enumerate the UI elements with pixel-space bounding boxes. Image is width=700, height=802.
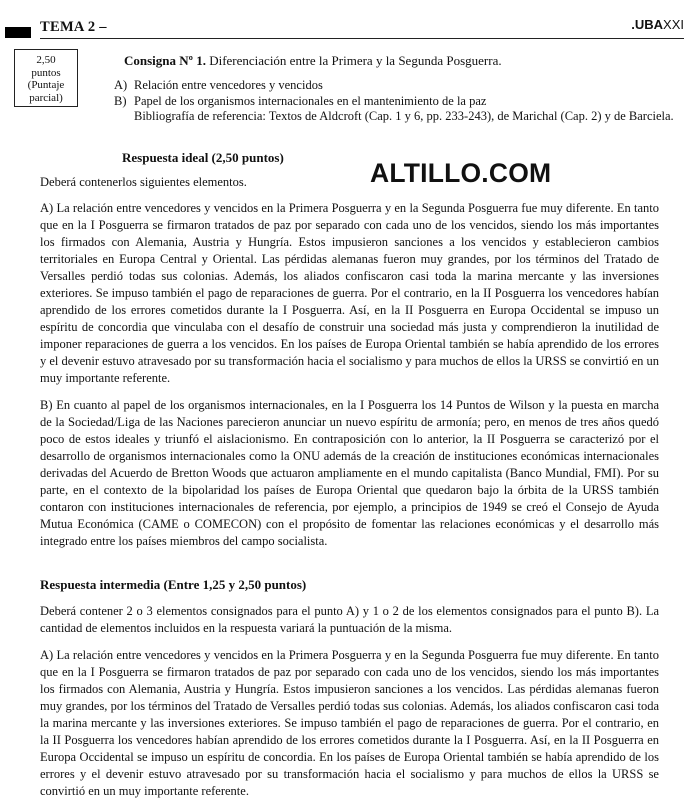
header-rule (40, 38, 684, 39)
consigna-label: Consigna Nº 1. (124, 53, 206, 68)
tema-title: TEMA 2 – (40, 19, 107, 35)
respuesta-intermedia-heading: Respuesta intermedia (Entre 1,25 y 2,50 puntos) (40, 577, 307, 592)
score-note-line2: parcial) (29, 91, 63, 104)
bibliografia-text: Bibliografía de referencia: Textos de Aldcroft (Cap. 1 y 6, pp. 233-243), de Marichal (Cap. 2) y de Barciela. (134, 109, 674, 123)
consigna-item-text: Relación entre vencedores y vencidos (134, 78, 323, 92)
consigna-item (114, 94, 674, 110)
score-value: 2,50 (36, 54, 56, 66)
consigna-items (114, 78, 674, 125)
respuesta-intermedia-paragraph-a: A) La relación entre vencedores y vencidos en la Primera Posguerra y en la Segunda Posguerra fue muy diferente. En tanto que en la I Posguerra se firmaron tratados de paz por separado con cada uno de los vencidos, siendo los más importantes los firmados con Alemania, Austria y Hungría. Estos impusieron sanciones a los vencidos. Las pérdidas alemanas fueron muy grandes, por los términos del Tratado de Versalles perdió todas sus colonias. Además, los aliados confiscaron casi toda la marina mercante y las inversiones exteriores. Se impuso también el pago de reparaciones de guerra. Por el contrario, en la II Posguerra los vencedores habían aprendido de los errores cometidos durante la I Posguerra. Así, en la II Posguerra en Europa Occidental se impuso un espíritu de concordia. En los países de Europa Oriental también se había aprendido de los errores y el devenir estuvo atravesado por su transformación hacia el socialismo y para muchos de ellos la URSS se convirtió en un muy importante referente. (40, 648, 659, 798)
altillo-watermark: ALTILLO.COM (370, 158, 552, 188)
logo-uba-text: .UBA (631, 17, 664, 32)
uba-xxi-logo (631, 17, 684, 32)
header-black-marker (5, 27, 31, 38)
consigna-item-label: A) (114, 78, 128, 92)
consigna-item-label: B) (114, 93, 127, 108)
respuesta-ideal-paragraph-a: A) La relación entre vencedores y vencidos en la Primera Posguerra y en la Segunda Posguerra fue muy diferente. En tanto que en la I Posguerra se firmaron tratados de paz por separado con cada uno de los vencidos, siendo los más importantes los firmados con Alemania, Austria y Hungría. Estos impusieron sanciones a los vencidos y establecieron cambios territoriales en Europa Central y Oriental. Las pérdidas alemanas fueron muy grandes, por los términos del Tratado de Versalles perdió todas sus colonias. Además, los aliados confiscaron casi toda la marina mercante y las inversiones exteriores. Se impuso también el pago de reparaciones de guerra. Por el contrario, en la II Posguerra los vencedores habían aprendido de los errores cometidos durante la I Posguerra. Así, en la II Posguerra en Europa Occidental se impuso un espíritu de concordia que vinculaba con el desafío de construir una sociedad más justa y comprendieron la inutilidad de imponer reparaciones de guerra a los vencidos. En los países de Europa Oriental también se había aprendido de los errores y el devenir estuvo atravesado por su transformación hacia el socialismo y para muchos de ellos la URSS se convirtió en un muy importante referente. (40, 201, 659, 385)
score-box (14, 49, 78, 107)
score-note-line1: (Puntaje (27, 79, 65, 91)
logo-xxi-text: XXI (663, 17, 684, 32)
respuesta-ideal-heading: Respuesta ideal (2,50 puntos) (122, 150, 284, 165)
respuesta-ideal-intro: Deberá contenerlos siguientes elementos. (40, 175, 247, 189)
consigna-text: Diferenciación entre la Primera y la Segunda Posguerra. (205, 53, 502, 68)
consigna-title (124, 53, 502, 69)
respuesta-ideal-paragraph-b: B) En cuanto al papel de los organismos internacionales, en la I Posguerra los 14 Puntos de Wilson y la puesta en marcha de la Sociedad/Liga de las Naciones parecieron anunciar un nuevo espíritu de armonía; pero, en menos de tres años quedó poco de estos ideales y triunfó el aislacionismo. En contraposición con lo anterior, la II Posguerra se caracterizó por el desarrollo de organismos internacionales como la ONU además de la creación de instituciones económicas internacionales derivadas del Acuerdo de Bretton Woods que actuaron ampliamente en el mundo capitalista (Banco Mundial, FMI). Por su parte, en el contexto de la bipolaridad los países de Europa Oriental que quedaron bajo la órbita de la URSS también contaron con instituciones internacionales de referencia, por ejemplo, a principios de 1949 se creó el Consejo de Ayuda Mutua Económica (CAME o COMECON) con el propósito de fomentar las relaciones económicas y el desarrollo más integrado entre los países miembros del campo socialista. (40, 398, 659, 548)
score-unit: puntos (31, 66, 61, 79)
consigna-item (114, 78, 674, 94)
consigna-item-text: Papel de los organismos internacionales en el mantenimiento de la paz (134, 93, 487, 108)
respuesta-intermedia-intro: Deberá contener 2 o 3 elementos consignados para el punto A) y 1 o 2 de los elementos consignados para el punto B). La cantidad de elementos incluidos en la respuesta variará la puntuación de la misma. (40, 604, 659, 635)
